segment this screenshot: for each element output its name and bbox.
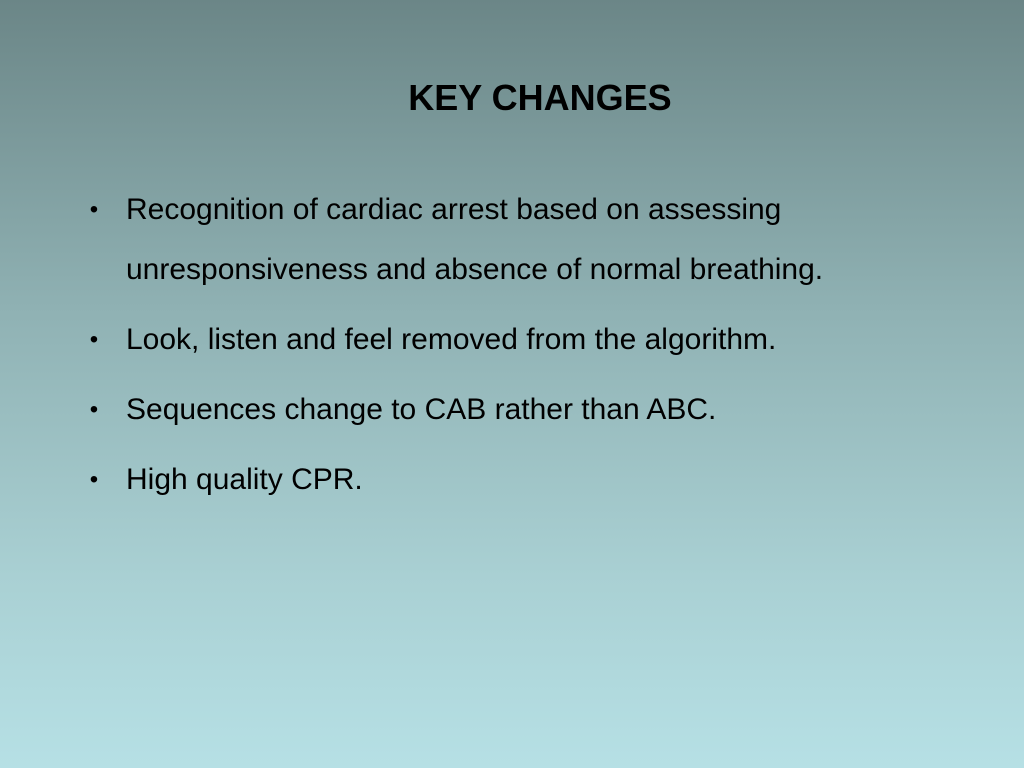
bullet-dot-icon: • [89, 396, 99, 423]
bullet-item [84, 310, 964, 370]
bullet-item [84, 450, 964, 510]
bullet-list [84, 180, 964, 520]
bullet-dot-icon: • [89, 326, 99, 353]
bullet-text: Recognition of cardiac arrest based on assessing unresponsiveness and absence of normal breathing. [126, 193, 824, 286]
bullet-dot-icon: • [89, 196, 99, 223]
bullet-text: Sequences change to CAB rather than ABC. [126, 393, 717, 426]
bullet-text: Look, listen and feel removed from the algorithm. [126, 323, 777, 356]
slide-title: KEY CHANGES [408, 77, 672, 118]
bullet-dot-icon: • [89, 466, 99, 493]
bullet-item [84, 380, 964, 440]
bullet-item [84, 180, 964, 300]
bullet-text: High quality CPR. [126, 463, 363, 496]
